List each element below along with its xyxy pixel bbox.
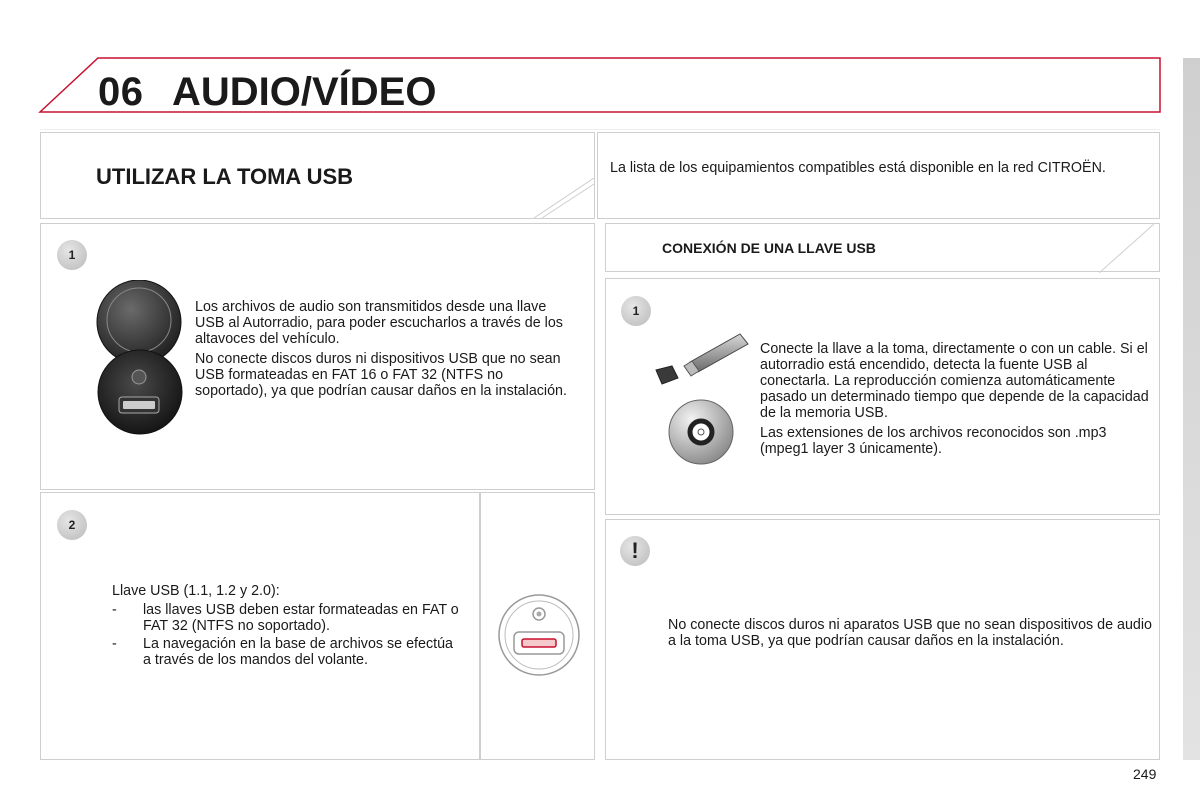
warning-icon: ! — [620, 536, 650, 566]
usb-stick-image — [652, 330, 752, 390]
section-title: UTILIZAR LA TOMA USB — [96, 164, 354, 189]
warning-text: No conecte discos duros ni aparatos USB que no sean dispositivos de audio a la toma USB, ya que podrían causar daños en la instalación. — [668, 617, 1153, 649]
step2-list — [112, 602, 462, 668]
chapter-number: 06 — [98, 70, 144, 114]
chapter-title: AUDIO/VÍDEO — [172, 70, 437, 114]
list-item — [112, 602, 462, 634]
step-number-badge: 2 — [57, 510, 87, 540]
usb-socket-outline-image — [496, 592, 582, 678]
step1-paragraph: No conecte discos duros ni dispositivos USB que no sean USB formateadas en FAT 16 o FAT 32 (NTFS no soportado), ya que podrían causar daños en la instalación. — [195, 351, 567, 399]
list-item — [112, 636, 462, 668]
step2-text — [112, 583, 462, 668]
list-dash: - — [112, 602, 117, 618]
connection-paragraph: Conecte la llave a la toma, directamente o con un cable. Si el autorradio está encendido, detecta la fuente USB al conectarla. La reproducción comienza automáticamente pasado un determinado tiempo que depende de la capacidad de la memoria USB. — [760, 341, 1149, 421]
list-item-text: las llaves USB deben estar formateadas en FAT o FAT 32 (NTFS no soportado). — [143, 602, 459, 634]
side-tab-bar — [1183, 58, 1200, 760]
list-dash: - — [112, 636, 117, 652]
step1-text — [195, 299, 575, 403]
connection-title: CONEXIÓN DE UNA LLAVE USB — [662, 240, 876, 256]
step-number-badge: 1 — [621, 296, 651, 326]
step1-paragraph: Los archivos de audio son transmitidos desde una llave USB al Autorradio, para poder escucharlos a través de los altavoces del vehículo. — [195, 299, 563, 347]
list-item-text: La navegación en la base de archivos se efectúa a través de los mandos del volante. — [143, 636, 453, 668]
connection-paragraph: Las extensiones de los archivos reconocidos son .mp3 (mpeg1 layer 3 únicamente). — [760, 425, 1107, 457]
info-note-text: La lista de los equipamientos compatibles está disponible en la red CITROËN. — [610, 160, 1106, 176]
connection-text — [760, 341, 1150, 461]
usb-socket-lid-image — [95, 280, 190, 435]
corner-fold-decoration — [1099, 224, 1159, 273]
page-number: 249 — [1133, 766, 1157, 782]
cd-disc-image — [667, 398, 735, 466]
step-number-badge: 1 — [57, 240, 87, 270]
step2-intro: Llave USB (1.1, 1.2 y 2.0): — [112, 583, 280, 599]
corner-fold-decoration — [534, 178, 594, 218]
